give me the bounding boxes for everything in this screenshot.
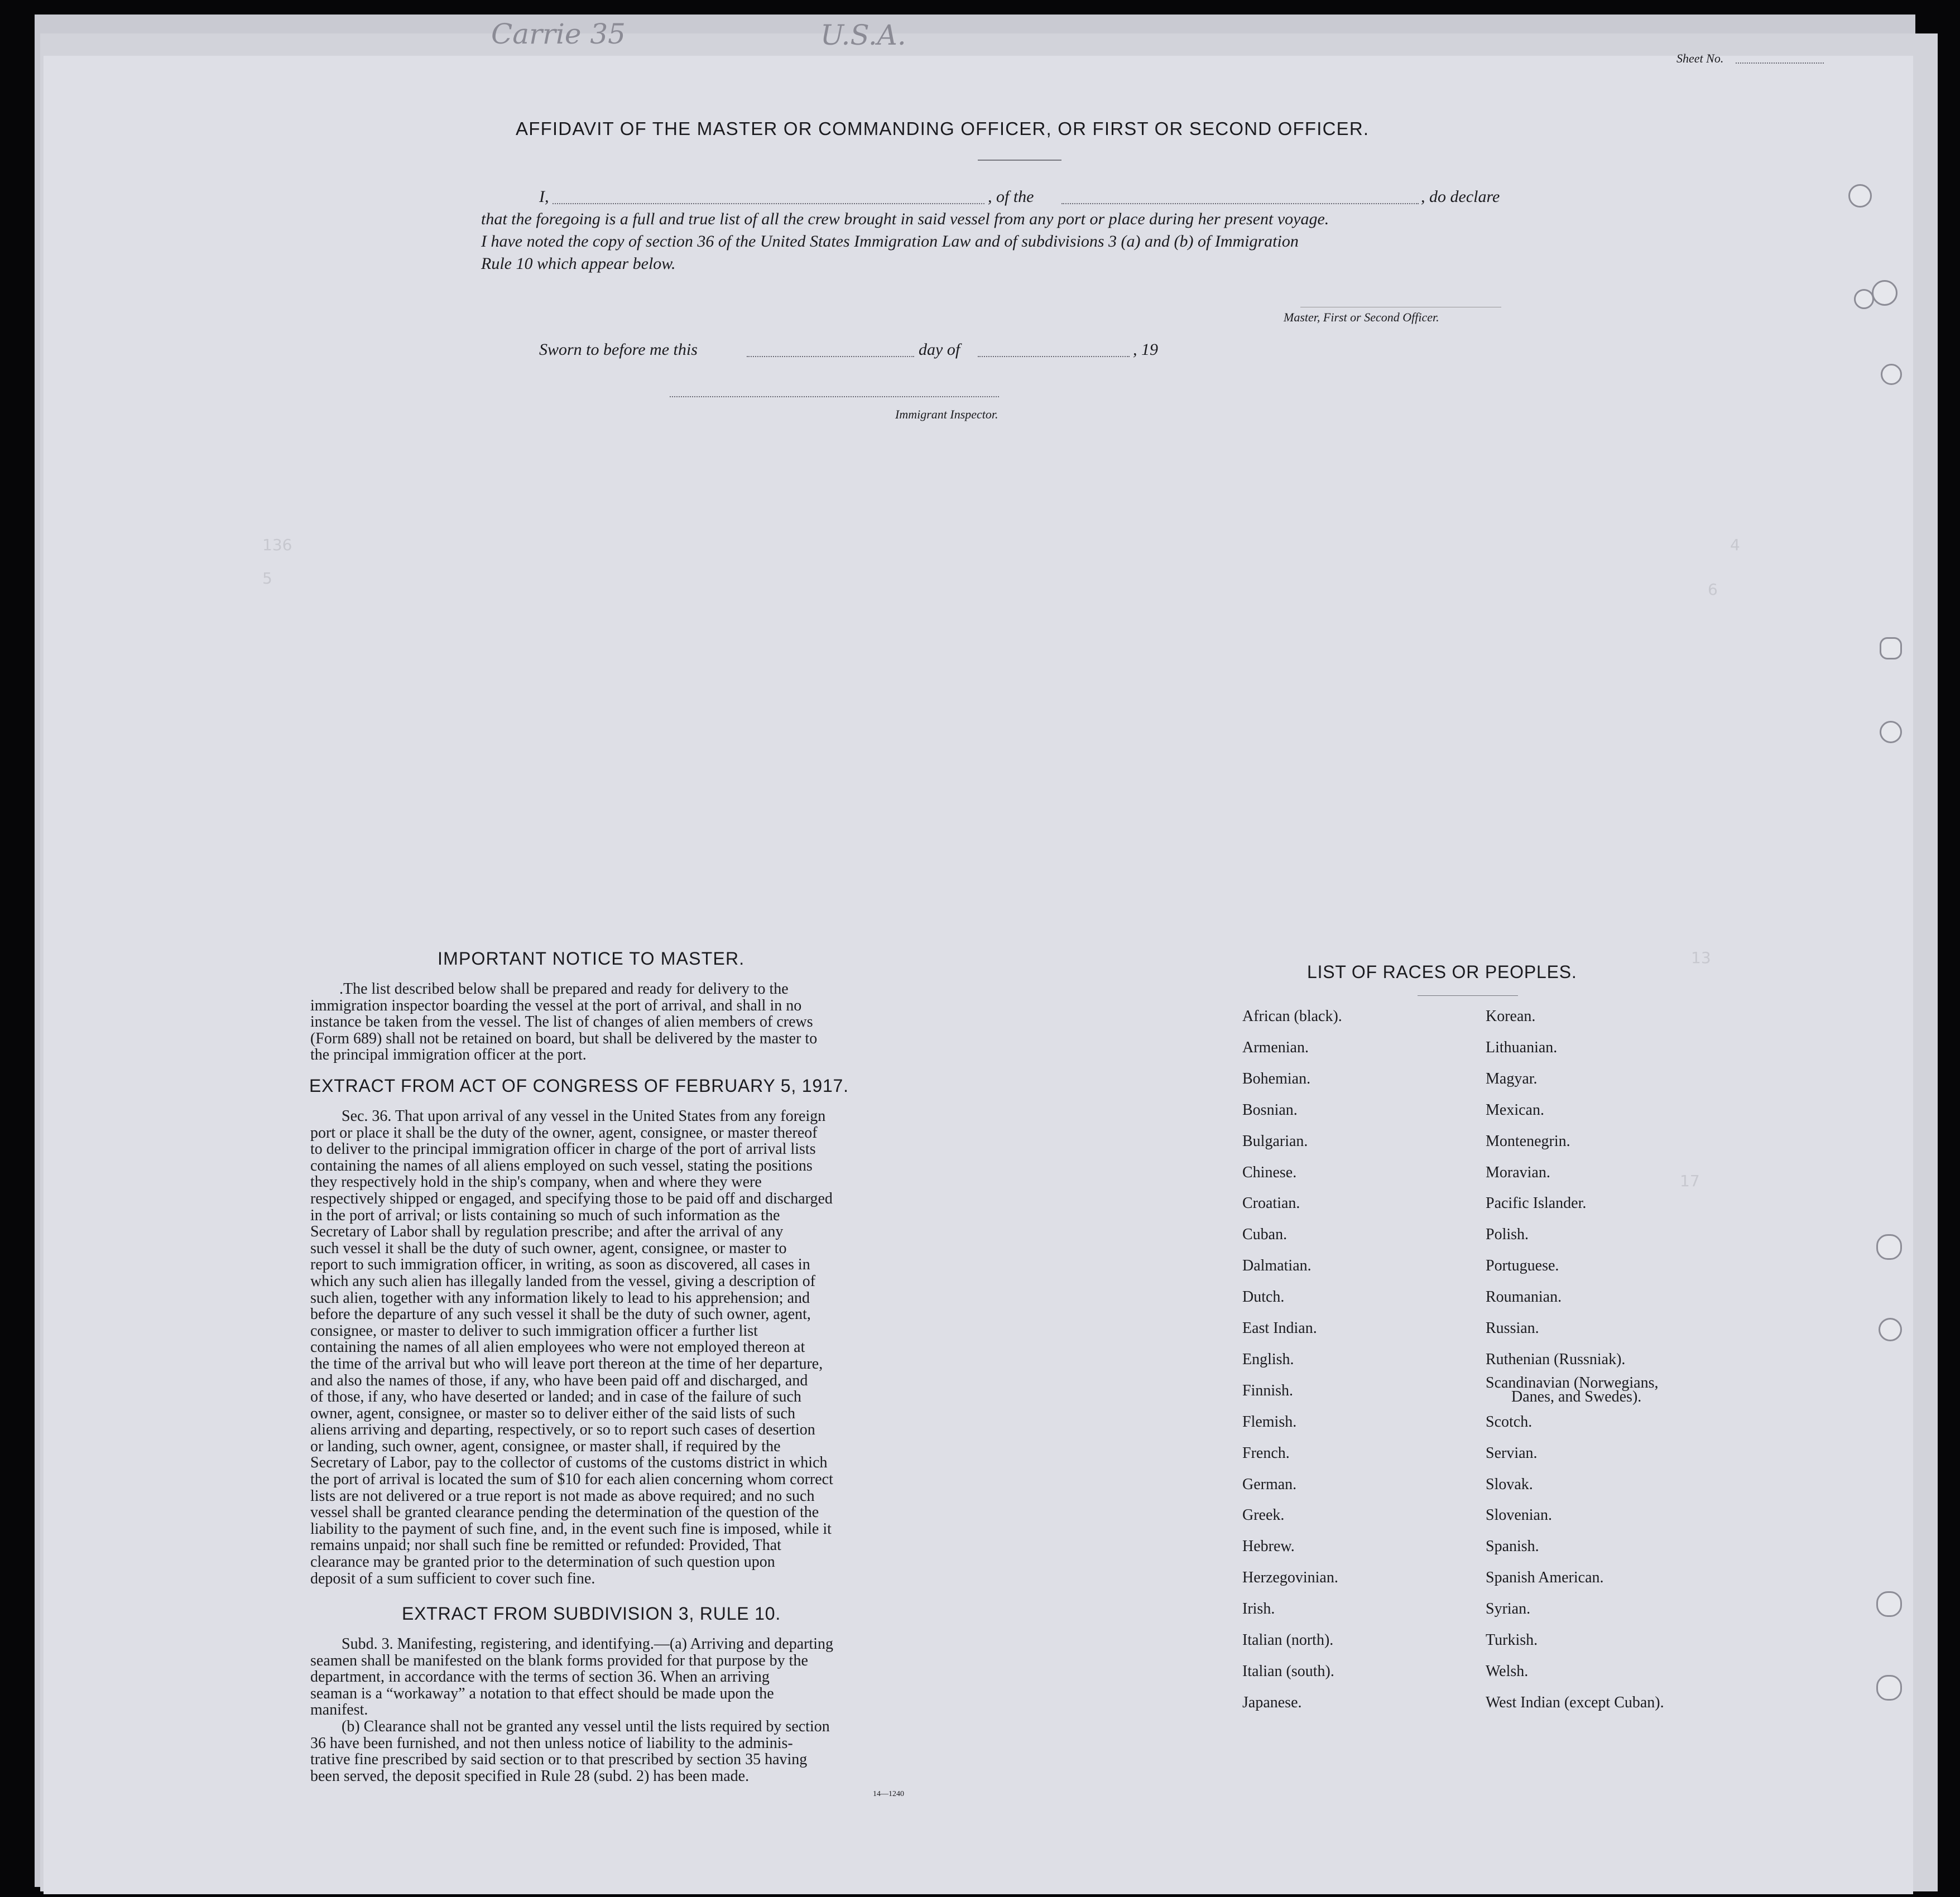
act-line: and also the names of those, if any, who have been paid off and discharged, and — [310, 1371, 808, 1389]
act-line: deposit of a sum sufficient to cover such fine. — [310, 1569, 595, 1587]
race-right-item-3: Mexican. — [1486, 1101, 1544, 1119]
race-left-item-6: Croatian. — [1242, 1195, 1300, 1212]
race-left-item-9: Dutch. — [1242, 1288, 1285, 1306]
race-right-item-11: Ruthenian (Russniak). — [1486, 1350, 1626, 1368]
binder-hole — [1876, 1675, 1902, 1701]
sworn-day-blank — [747, 356, 914, 357]
act-line: vessel shall be granted clearance pending the determination of the question of the — [310, 1504, 819, 1522]
race-left-item-17: Hebrew. — [1242, 1538, 1295, 1556]
act-line: or landing, such owner, agent, consignee, or master shall, if required by the — [310, 1437, 781, 1455]
day-of-label: day of — [919, 340, 960, 359]
race-right-item-13: Scotch. — [1486, 1413, 1533, 1431]
race-left-item-1: Armenian. — [1242, 1038, 1309, 1056]
inspector-label: Immigrant Inspector. — [895, 407, 998, 421]
race-right-item-7: Polish. — [1486, 1226, 1529, 1244]
race-right-item-5: Moravian. — [1486, 1163, 1550, 1181]
year-label: , 19 — [1133, 340, 1158, 359]
act-line: the time of the arrival but who will leave port thereon at the time of her departure, — [310, 1355, 823, 1373]
act-line: they respectively hold in the ship's company, when and where they were — [310, 1173, 762, 1191]
act-line: before the departure of any such vessel it shall be the duty of such owner, agent, — [310, 1306, 811, 1323]
act-line: in the port of arrival; or lists containing so much of such information as the — [310, 1206, 780, 1224]
act-line: the port of arrival is located the sum of $10 for each alien concerning whom correct — [310, 1471, 833, 1489]
inspector-signature-blank — [670, 396, 999, 397]
race-right-item-8: Portuguese. — [1486, 1257, 1559, 1275]
race-left-item-20: Italian (north). — [1242, 1631, 1334, 1649]
race-left-item-16: Greek. — [1242, 1506, 1285, 1524]
act-line: report to such immigration officer, in writing, as soon as discovered, all cases in — [310, 1256, 810, 1274]
act-line: of those, if any, who have deserted or landed; and in case of the failure of such — [310, 1388, 801, 1406]
bleed-through-mark: 17 — [1680, 1172, 1700, 1190]
race-left-item-11: English. — [1242, 1350, 1294, 1368]
act-extract-title: EXTRACT FROM ACT OF CONGRESS OF FEBRUARY 5, 1917. — [309, 1076, 849, 1096]
bleed-through-mark: 6 — [1708, 580, 1718, 599]
race-left-item-5: Chinese. — [1242, 1163, 1297, 1181]
rule-line: seaman is a “workaway” a notation to that effect should be made upon the — [310, 1684, 774, 1702]
race-right-item-12: Scandinavian (Norwegians, — [1486, 1374, 1659, 1392]
notice-line: instance be taken from the vessel. The list of changes of alien members of crews — [310, 1013, 813, 1031]
binder-hole — [1872, 280, 1897, 306]
affidavit-line-2: that the foregoing is a full and true list of all the crew brought in said vessel from any port or place during her present voyage. — [481, 210, 1329, 228]
notice-line: immigration inspector boarding the vessel at the port of arrival, and shall in no — [310, 996, 802, 1014]
act-line: port or place it shall be the duty of the owner, agent, consignee, or master thereof — [310, 1124, 818, 1142]
act-line: Secretary of Labor shall by regulation prescribe; and after the arrival of any — [310, 1223, 784, 1241]
act-line: aliens arriving and departing, respectively, or so to report such cases of desertion — [310, 1421, 815, 1439]
race-right-item-19: Syrian. — [1486, 1600, 1531, 1618]
binder-hole — [1854, 289, 1874, 309]
vessel-name-blank — [1061, 203, 1419, 204]
binder-hole — [1880, 637, 1902, 659]
rule-extract-title: EXTRACT FROM SUBDIVISION 3, RULE 10. — [402, 1604, 781, 1624]
act-line: containing the names of all alien employees who were not employed thereon at — [310, 1339, 805, 1356]
race-left-item-0: African (black). — [1242, 1008, 1342, 1025]
race-right-item-21: Welsh. — [1486, 1662, 1529, 1680]
race-right-item-17: Spanish. — [1486, 1538, 1539, 1556]
race-right-item-14: Servian. — [1486, 1444, 1538, 1462]
act-line: Sec. 36. That upon arrival of any vessel in the United States from any foreign — [342, 1108, 826, 1125]
race-left-item-2: Bohemian. — [1242, 1070, 1311, 1087]
notice-body — [310, 981, 941, 1063]
handwritten-country: U.S.A. — [820, 19, 906, 51]
race-right-item-16: Slovenian. — [1486, 1506, 1552, 1524]
act-line: to deliver to the principal immigration officer in charge of the port of arrival lists — [310, 1140, 816, 1158]
race-right-item-18: Spanish American. — [1486, 1569, 1604, 1587]
sheet-number-label: Sheet No. — [1676, 51, 1724, 65]
act-line: owner, agent, consignee, or master so to deliver either of the said lists of such — [310, 1404, 795, 1422]
notice-title: IMPORTANT NOTICE TO MASTER. — [438, 949, 745, 969]
declarant-name-blank — [553, 203, 984, 204]
sworn-month-blank — [978, 356, 1130, 357]
race-left-item-18: Herzegovinian. — [1242, 1569, 1338, 1587]
race-right-item-2: Magyar. — [1486, 1070, 1538, 1087]
act-line: containing the names of all aliens employed on such vessel, stating the positions — [310, 1157, 813, 1174]
race-right-item-10: Russian. — [1486, 1320, 1539, 1337]
bleed-through-mark: 5 — [262, 569, 272, 588]
binder-hole — [1848, 184, 1872, 208]
race-left-item-8: Dalmatian. — [1242, 1257, 1312, 1275]
notice-line: the principal immigration officer at the port. — [310, 1046, 587, 1064]
affidavit-line-4: Rule 10 which appear below. — [481, 254, 676, 273]
bleed-through-mark: 136 — [262, 536, 292, 554]
binder-hole — [1879, 1318, 1902, 1341]
act-line: consignee, or master to deliver to such immigration officer a further list — [310, 1322, 758, 1340]
sheet-number-blank — [1736, 62, 1824, 64]
notice-line: (Form 689) shall not be retained on board, but shall be delivered by the master to — [310, 1029, 818, 1047]
binder-hole — [1876, 1234, 1902, 1260]
rule-line: (b) Clearance shall not be granted any vessel until the lists required by section — [342, 1717, 830, 1735]
form-number: 14—1240 — [873, 1790, 904, 1798]
race-left-item-7: Cuban. — [1242, 1226, 1288, 1244]
do-declare-label: , do declare — [1421, 187, 1500, 206]
race-left-item-21: Italian (south). — [1242, 1662, 1334, 1680]
sworn-label: Sworn to before me this — [539, 340, 698, 359]
binder-hole — [1880, 721, 1902, 743]
rule-line: been served, the deposit specified in Rule 28 (subd. 2) has been made. — [310, 1767, 750, 1785]
race-left-item-13: Flemish. — [1242, 1413, 1297, 1431]
race-right-item-6: Pacific Islander. — [1486, 1195, 1587, 1212]
act-line: respectively shipped or engaged, and specifying those to be paid off and discharged — [310, 1190, 833, 1207]
master-signature-label: Master, First or Second Officer. — [1284, 310, 1439, 324]
rule-line: manifest. — [310, 1701, 368, 1719]
race-right-item-0: Korean. — [1486, 1008, 1536, 1025]
binder-hole — [1881, 364, 1902, 385]
race-right-item-9: Roumanian. — [1486, 1288, 1562, 1306]
notice-line: .The list described below shall be prepared and ready for delivery to the — [339, 980, 789, 998]
binder-hole — [1876, 1591, 1902, 1617]
race-right-item-15: Slovak. — [1486, 1475, 1533, 1493]
race-left-item-22: Japanese. — [1242, 1693, 1302, 1711]
rule-line: department, in accordance with the terms of section 36. When an arriving — [310, 1668, 770, 1686]
race-right-item-20: Turkish. — [1486, 1631, 1538, 1649]
declarant-label: I, — [539, 187, 549, 206]
race-left-item-10: East Indian. — [1242, 1320, 1317, 1337]
race-right-item-22: West Indian (except Cuban). — [1486, 1693, 1664, 1711]
act-line: such alien, together with any information likely to lead to his apprehension; and — [310, 1289, 810, 1307]
bleed-through-mark: 13 — [1691, 949, 1711, 967]
rule-line: 36 have been furnished, and not then unless notice of liability to the adminis- — [310, 1734, 793, 1752]
race-right-item-4: Montenegrin. — [1486, 1132, 1570, 1150]
act-line: remains unpaid; nor shall such fine be remitted or refunded: Provided, That — [310, 1537, 781, 1554]
act-extract-body — [310, 1108, 941, 1587]
race-left-item-12: Finnish. — [1242, 1381, 1294, 1399]
act-line: such vessel it shall be the duty of such owner, agent, consignee, or master to — [310, 1239, 787, 1257]
affidavit-title: AFFIDAVIT OF THE MASTER OR COMMANDING OFFICER, OR FIRST OR SECOND OFFICER. — [516, 118, 1370, 139]
race-left-item-4: Bulgarian. — [1242, 1132, 1308, 1150]
race-left-item-15: German. — [1242, 1475, 1297, 1493]
races-title: LIST OF RACES OR PEOPLES. — [1307, 962, 1577, 982]
act-line: clearance may be granted prior to the determination of such question upon — [310, 1553, 775, 1571]
of-the-label: , of the — [988, 187, 1034, 206]
handwritten-manifest-number: Carrie 35 — [491, 18, 626, 50]
act-line: lists are not delivered or a true report is not made as above required; and no such — [310, 1487, 815, 1505]
race-left-item-3: Bosnian. — [1242, 1101, 1298, 1119]
act-line: which any such alien has illegally landed from the vessel, giving a description of — [310, 1272, 816, 1290]
race-left-item-19: Irish. — [1242, 1600, 1275, 1618]
bleed-through-mark: 4 — [1730, 536, 1740, 554]
act-line: liability to the payment of such fine, and, in the event such fine is imposed, while it — [310, 1520, 832, 1538]
rule-extract-body — [310, 1636, 941, 1784]
rule-line: seamen shall be manifested on the blank forms provided for that purpose by the — [310, 1652, 808, 1669]
races-title-divider — [1418, 995, 1518, 996]
rule-line: trative fine prescribed by said section or to that prescribed by section 35 having — [310, 1751, 808, 1769]
race-right-item-1: Lithuanian. — [1486, 1038, 1558, 1056]
race-scandinavian-continued: Danes, and Swedes). — [1511, 1388, 1642, 1405]
affidavit-line-3: I have noted the copy of section 36 of the United States Immigration Law and of subdivisions 3 (a) and (b) of Immigration — [481, 232, 1299, 251]
rule-line: Subd. 3. Manifesting, registering, and identifying.—(a) Arriving and departing — [342, 1635, 834, 1653]
act-line: Secretary of Labor, pay to the collector of customs of the customs district in which — [310, 1454, 828, 1472]
race-left-item-14: French. — [1242, 1444, 1290, 1462]
manifest-page — [44, 56, 1913, 1894]
title-divider — [978, 160, 1061, 161]
